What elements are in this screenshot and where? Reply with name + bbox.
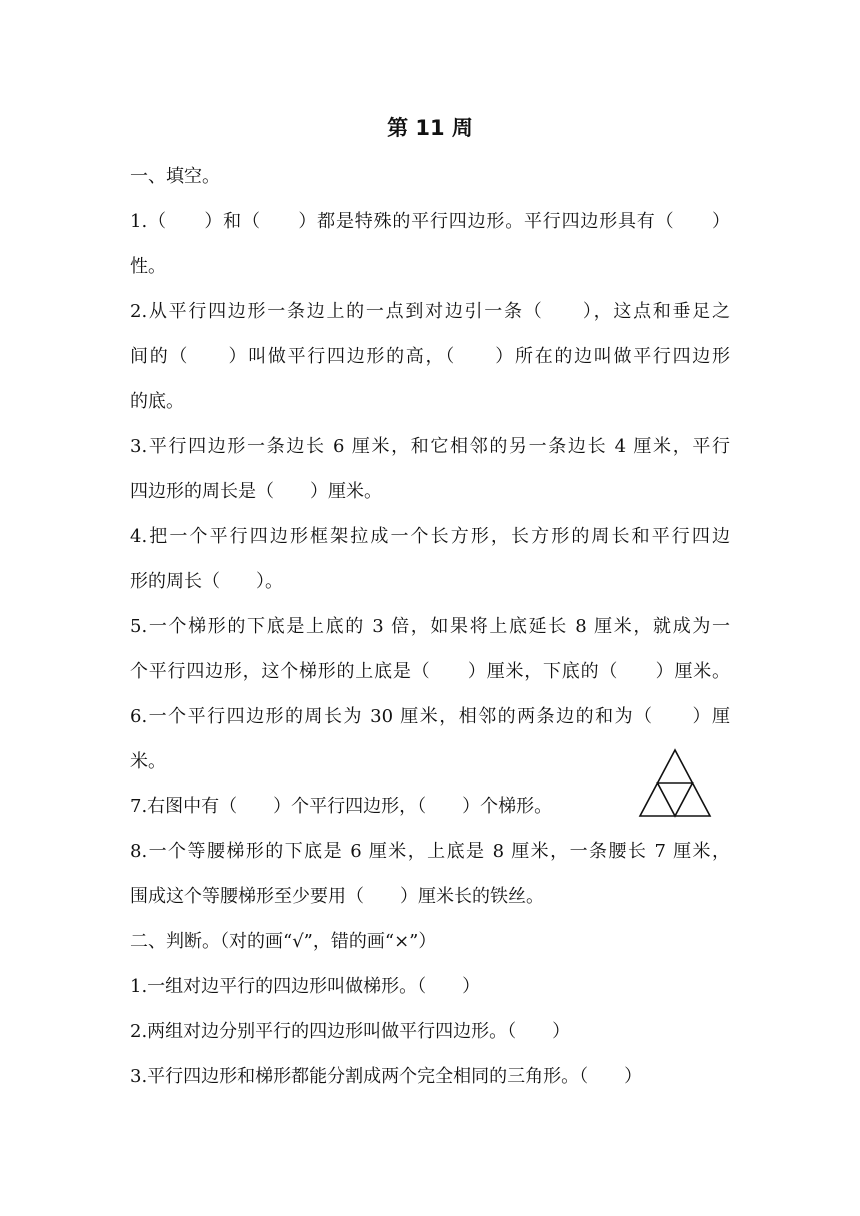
question-line: 的底。 bbox=[130, 391, 184, 412]
section-heading-true-false: 二、判断。（对的画“√”，错的画“×”） bbox=[130, 931, 437, 952]
question-line: 四边形的周长是（ ）厘米。 bbox=[130, 481, 382, 502]
question-line: 1.（ ）和（ ）都是特殊的平行四边形。平行四边形具有（ ） bbox=[130, 211, 730, 232]
question-line: 形的周长（ ）。 bbox=[130, 571, 283, 592]
question-line: 5.一个梯形的下底是上底的 3 倍，如果将上底延长 8 厘米，就成为一 bbox=[130, 616, 730, 637]
question-line: 6.一个平行四边形的周长为 30 厘米，相邻的两条边的和为（ ）厘 bbox=[130, 706, 730, 727]
question-line: 性。 bbox=[130, 256, 166, 277]
question-line: 4.把一个平行四边形框架拉成一个长方形，长方形的周长和平行四边 bbox=[130, 526, 730, 547]
question-line: 米。 bbox=[130, 751, 166, 772]
question-line: 围成这个等腰梯形至少要用（ ）厘米长的铁丝。 bbox=[130, 886, 544, 907]
question-line: 8.一个等腰梯形的下底是 6 厘米，上底是 8 厘米，一条腰长 7 厘米， bbox=[130, 841, 730, 862]
question-line: 2.两组对边分别平行的四边形叫做平行四边形。（ ） bbox=[130, 1021, 571, 1042]
question-line: 7.右图中有（ ）个平行四边形，（ ）个梯形。 bbox=[130, 796, 553, 817]
question-line: 3.平行四边形一条边长 6 厘米，和它相邻的另一条边长 4 厘米，平行 bbox=[130, 436, 730, 457]
page-title: 第 11 周 bbox=[387, 116, 473, 140]
question-line: 个平行四边形，这个梯形的上底是（ ）厘米，下底的（ ）厘米。 bbox=[130, 661, 730, 682]
triangle-figure bbox=[638, 748, 712, 818]
question-line: 1.一组对边平行的四边形叫做梯形。（ ） bbox=[130, 976, 481, 997]
inner-triangle bbox=[658, 783, 693, 816]
question-line: 2.从平行四边形一条边上的一点到对边引一条（ ），这点和垂足之 bbox=[130, 301, 730, 322]
question-line: 间的（ ）叫做平行四边形的高，（ ）所在的边叫做平行四边形 bbox=[130, 346, 730, 367]
section-heading-fill-blank: 一、填空。 bbox=[130, 166, 220, 187]
question-line: 3.平行四边形和梯形都能分割成两个完全相同的三角形。（ ） bbox=[130, 1066, 643, 1087]
